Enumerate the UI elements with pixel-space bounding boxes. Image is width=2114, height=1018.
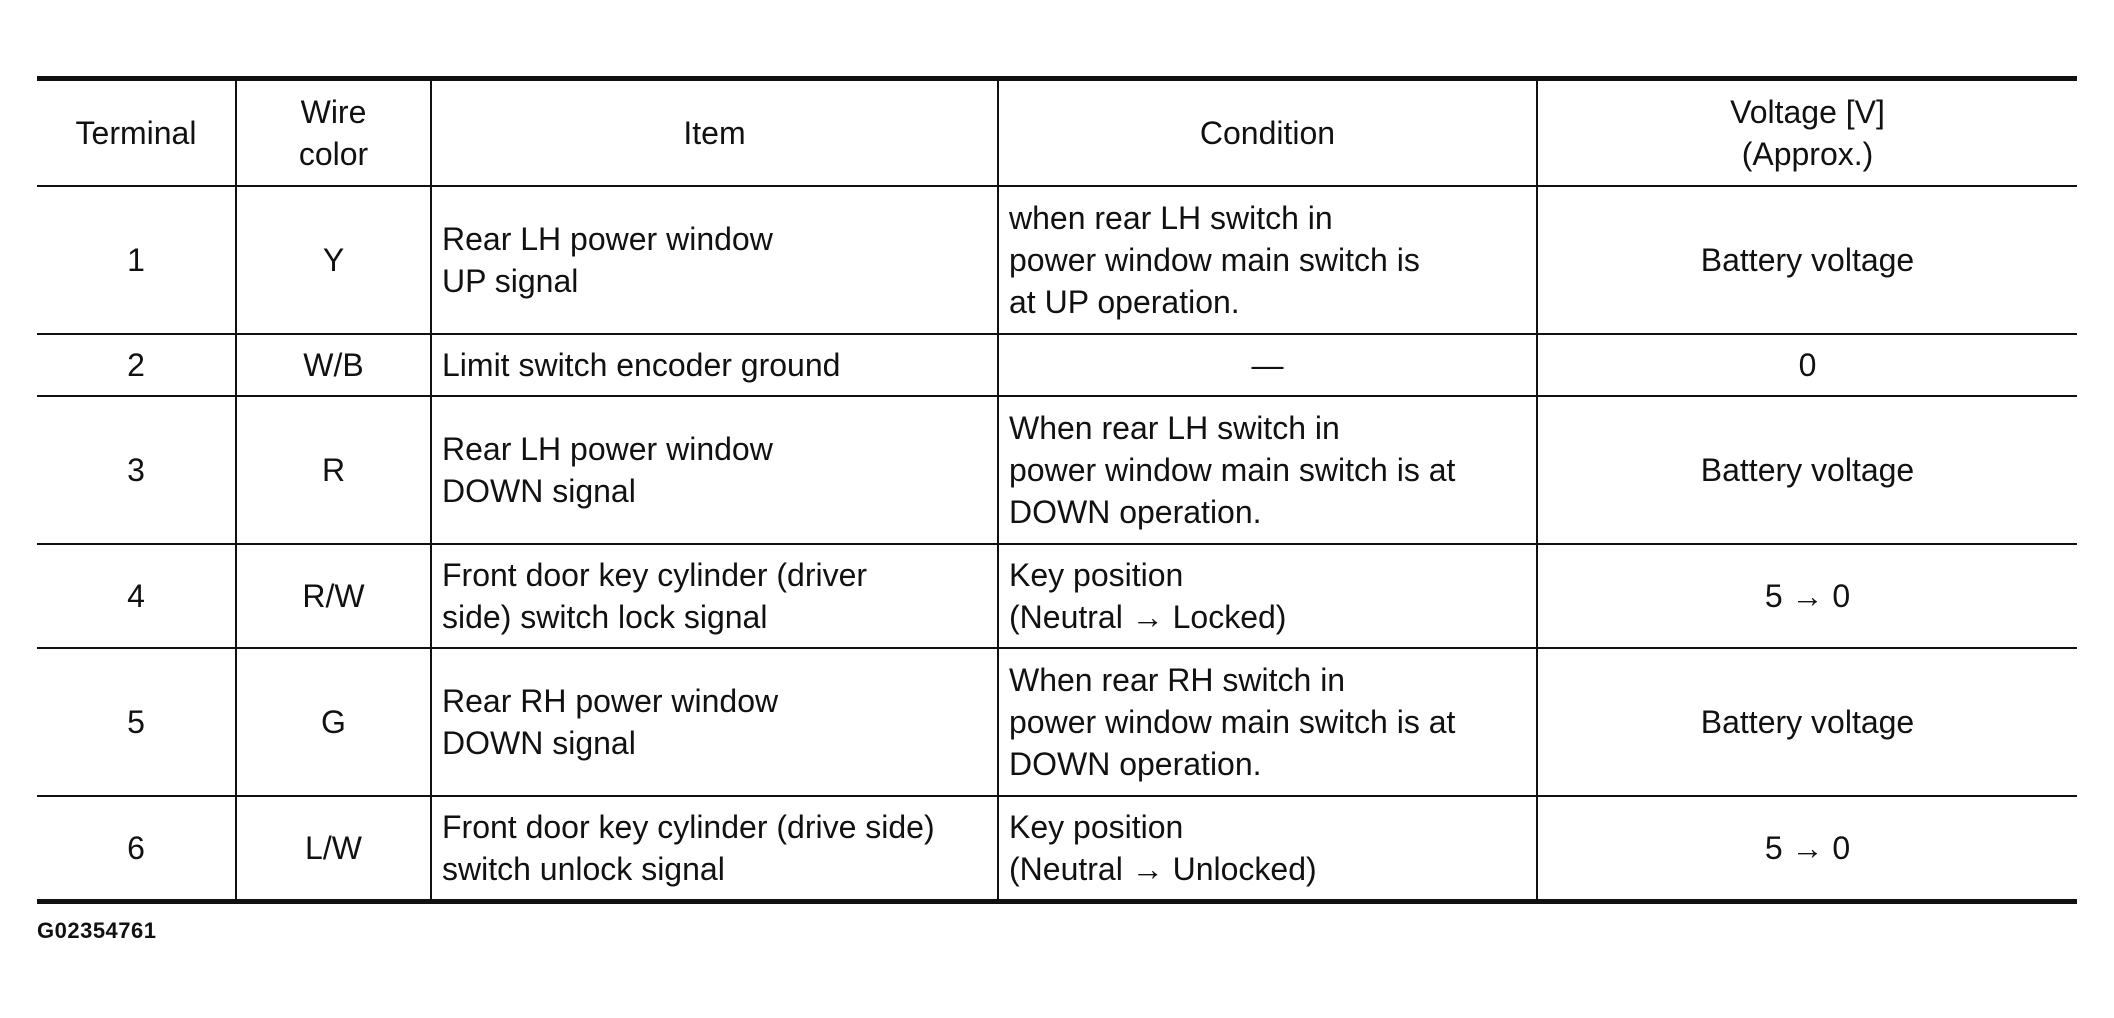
header-condition: Condition [998,79,1537,187]
header-wire-color: Wire color [236,79,431,187]
cell-voltage: Battery voltage [1537,396,2077,544]
cell-wire-color: W/B [236,334,431,396]
cell-voltage: 5 → 0 [1537,796,2077,902]
cell-item: Rear LH power window UP signal [431,186,998,334]
terminal-voltage-table [37,76,2077,904]
header-voltage: Voltage [V] (Approx.) [1537,79,2077,187]
cell-condition: When rear LH switch in power window main switch is at DOWN operation. [998,396,1537,544]
cell-item: Rear LH power window DOWN signal [431,396,998,544]
header-item: Item [431,79,998,187]
cell-terminal: 5 [37,648,236,796]
cell-item: Front door key cylinder (driver side) switch lock signal [431,544,998,648]
cell-item: Limit switch encoder ground [431,334,998,396]
table-row [37,796,2077,902]
cell-terminal: 2 [37,334,236,396]
terminal-table-container [37,76,2077,904]
cell-condition: Key position (Neutral → Unlocked) [998,796,1537,902]
table-header-row [37,79,2077,187]
cell-voltage: Battery voltage [1537,648,2077,796]
table-row [37,396,2077,544]
cell-item: Front door key cylinder (drive side) switch unlock signal [431,796,998,902]
cell-terminal: 3 [37,396,236,544]
cell-condition: — [998,334,1537,396]
cell-condition: when rear LH switch in power window main switch is at UP operation. [998,186,1537,334]
table-row [37,334,2077,396]
cell-wire-color: G [236,648,431,796]
cell-terminal: 4 [37,544,236,648]
cell-condition: Key position (Neutral → Locked) [998,544,1537,648]
cell-terminal: 1 [37,186,236,334]
cell-condition: When rear RH switch in power window main switch is at DOWN operation. [998,648,1537,796]
cell-voltage: 0 [1537,334,2077,396]
cell-terminal: 6 [37,796,236,902]
cell-item: Rear RH power window DOWN signal [431,648,998,796]
table-row [37,186,2077,334]
cell-wire-color: L/W [236,796,431,902]
cell-wire-color: Y [236,186,431,334]
table-row [37,648,2077,796]
table-row [37,544,2077,648]
cell-voltage: 5 → 0 [1537,544,2077,648]
figure-id: G02354761 [37,918,157,943]
cell-wire-color: R [236,396,431,544]
cell-voltage: Battery voltage [1537,186,2077,334]
header-terminal: Terminal [37,79,236,187]
cell-wire-color: R/W [236,544,431,648]
